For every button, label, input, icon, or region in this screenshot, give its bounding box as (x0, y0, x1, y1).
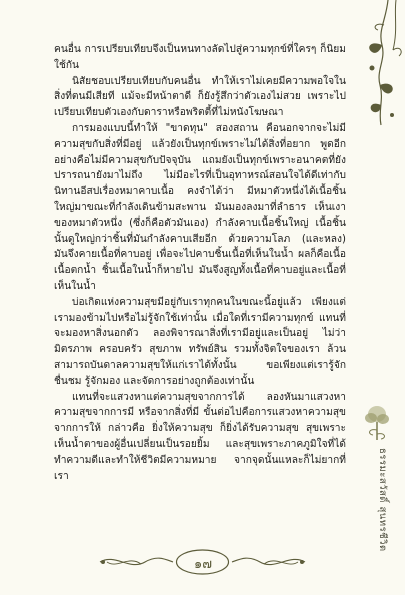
paragraph-2: นิสัยชอบเปรียบเทียบกับคนอื่น ทำให้เราไม่เคยมีความพอใจในสิ่งที่ตนมีเสียที แม้จะมีหน้าตาดี ก็ยังรู้สึกว่าตัวเองไม่สวย เพราะไปเปรียบเทียบตัวเองกับดาราหรือพริตตี้ที่ไม่หนังโฆษณา (54, 75, 346, 119)
paragraph-3: การมองแบบนี้ทำให้ "ขาดทุน" สองสถาน คือนอกจากจะไม่มีความสุขกับสิ่งที่มีอยู่ แล้วยังเป็นทุกข์เพราะไม่ได้สิ่งที่อยาก พูดอีกอย่างคือไม่มีความสุขกับปัจจุบัน แถมยังเป็นทุกข์เพราะอนาคตที่ยังปรารถนายังมาไม่ถึง ไม่มีอะไรที่เป็นอุทาหรณ์สอนใจได้ดีเท่ากับนิทานอีสปเรื่องหมาคาบเนื้อ คงจำได้ว่า มีหมาตัวหนึ่งได้เนื้อชิ้นใหญ่มาขณะที่กำลังเดินข้ามสะพาน มันมองลงมาที่ลำธาร เห็นเงาของหมาตัวหนึ่ง (ซึ่งก็คือตัวมันเอง) กำลังคาบเนื้อชิ้นใหญ่ เนื้อชิ้นนั้นดูใหญ่กว่าชิ้นที่มันกำลังคาบเสียอีก ด้วยความโลภ (และหลง) มันจึงคายเนื้อที่คาบอยู่ เพื่อจะไปคาบชิ้นเนื้อที่เห็นในน้ำ ผลก็คือเนื้อเนื้อตกน้ำ ชิ้นเนื้อในน้ำก็หายไป มันจึงสูญทั้งเนื้อที่คาบอยู่และเนื้อที่เห็นในน้ำ (54, 122, 346, 292)
vine-ornament-icon (348, 0, 405, 130)
paragraph-5: แทนที่จะแสวงหาแต่ความสุขจากการได้ ลองหันมาแสวงหาความสุขจากการมี หรือจากสิ่งที่มี ขั้นต่อไปคือการแสวงหาความสุขจากการให้ กล่าวคือ ยิ่งให้ความสุข ก็ยิ่งได้รับความสุข สุขเพราะเห็นน้ำตาของผู้อื่นเปลี่ยนเป็นรอยยิ้ม และสุขเพราะภาคภูมิใจที่ได้ทำความดีและทำให้ชีวิตมีความหมาย จากจุดนั้นแหละก็ไม่ยากที่เรา (54, 391, 346, 482)
book-title-vertical: ธรรมะสวัสดิ์ สุนทรชีวิต (377, 448, 388, 552)
decorative-sidebar (348, 0, 405, 595)
paragraph-4: บ่อเกิดแห่งความสุขมีอยู่กับเราทุกคนในขณะนี้อยู่แล้ว เพียงแต่เรามองข้ามไปหรือไม่รู้จักใช้เท่านั้น เมื่อใดที่เรามีความทุกข์ แทนที่จะมองหาสิ่งนอกตัว ลองพิจารณาสิ่งที่เรามีอยู่และเป็นอยู่ ไม่ว่า มิตรภาพ ครอบครัว สุขภาพ ทรัพย์สิน รวมทั้งจิตใจของเรา ล้วนสามารถบันดาลความสุขให้แก่เราได้ทั้งนั้น ขอเพียงแต่เรารู้จักชื่นชม รู้จักมอง และจัดการอย่างถูกต้องเท่านั้น (54, 296, 346, 387)
body-text (54, 42, 346, 484)
paragraph-1: คนอื่น การเปรียบเทียบจึงเป็นหนทางลัดไปสู่ความทุกข์ที่ใครๆ ก็นิยมใช้กัน (54, 44, 346, 71)
page-number: ๑๗ (193, 557, 213, 572)
flower-sketch-icon (357, 400, 397, 444)
